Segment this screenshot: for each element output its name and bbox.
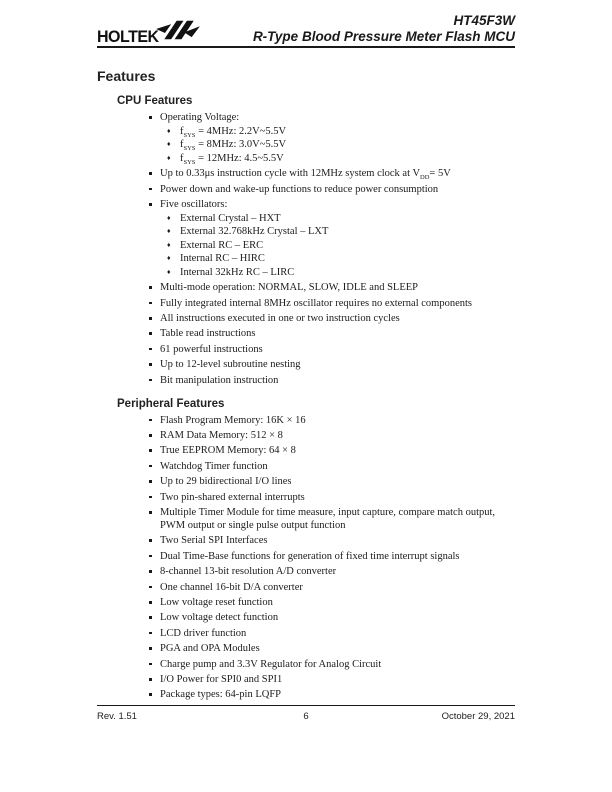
feature-item xyxy=(97,460,515,473)
section-heading: Peripheral Features xyxy=(117,397,225,410)
feature-item xyxy=(97,581,515,594)
square-bullet-icon xyxy=(149,555,152,558)
feature-text: External Crystal – HXT xyxy=(180,212,281,224)
square-bullet-icon xyxy=(149,203,152,206)
footer-revision: Rev. 1.51 xyxy=(97,711,137,722)
feature-item xyxy=(97,658,515,671)
feature-text: One channel 16-bit D/A converter xyxy=(160,581,303,593)
feature-text: Two Serial SPI Interfaces xyxy=(160,535,268,547)
feature-item xyxy=(97,152,515,165)
feature-item xyxy=(97,374,515,387)
feature-item xyxy=(97,688,515,701)
square-bullet-icon xyxy=(149,363,152,366)
feature-text: 61 powerful instructions xyxy=(160,343,263,355)
page-header xyxy=(97,13,515,45)
feature-text: Internal RC – HIRC xyxy=(180,253,265,265)
feature-list xyxy=(97,111,515,387)
square-bullet-icon xyxy=(149,449,152,452)
feature-text: Up to 0.33μs instruction cycle with 12MHz system clock at $V_{DD}= 5V$ xyxy=(160,168,451,182)
feature-item xyxy=(97,266,515,279)
feature-text: Charge pump and 3.3V Regulator for Analog Circuit xyxy=(160,658,382,670)
footer-date: October 29, 2021 xyxy=(441,711,515,722)
feature-text: $f_{SYS} = 12MHz$: 4.5~5.5V xyxy=(180,152,284,166)
feature-item xyxy=(97,506,515,532)
square-bullet-icon xyxy=(149,663,152,666)
feature-text: Flash Program Memory: 16K × 16 xyxy=(160,414,306,426)
feature-text: Watchdog Timer function xyxy=(160,460,268,472)
feature-text: True EEPROM Memory: 64 × 8 xyxy=(160,445,296,457)
feature-section xyxy=(97,398,515,702)
feature-item xyxy=(97,312,515,325)
feature-text: LCD driver function xyxy=(160,627,247,639)
feature-item xyxy=(97,596,515,609)
feature-section xyxy=(97,95,515,387)
diamond-bullet-icon xyxy=(167,225,171,238)
feature-item xyxy=(97,281,515,294)
diamond-bullet-icon xyxy=(167,266,171,279)
feature-item xyxy=(97,167,515,180)
square-bullet-icon xyxy=(149,647,152,650)
section-heading: CPU Features xyxy=(117,95,193,107)
feature-text: $f_{SYS} = 8MHz$: 3.0V~5.5V xyxy=(180,139,287,153)
feature-text: Operating Voltage: xyxy=(160,112,240,123)
feature-text: Table read instructions xyxy=(160,328,256,340)
feature-sections xyxy=(97,95,515,701)
footer-page-number: 6 xyxy=(303,711,309,722)
square-bullet-icon xyxy=(149,302,152,305)
feature-item xyxy=(97,358,515,371)
feature-text: All instructions executed in one or two instruction cycles xyxy=(160,313,400,325)
square-bullet-icon xyxy=(149,616,152,619)
square-bullet-icon xyxy=(149,570,152,573)
feature-text: Dual Time-Base functions for generation of fixed time interrupt signals xyxy=(160,550,460,562)
diamond-bullet-icon xyxy=(167,212,171,225)
holtek-wings-icon xyxy=(156,18,200,44)
square-bullet-icon xyxy=(149,678,152,681)
feature-text: Internal 32kHz RC – LIRC xyxy=(180,266,295,278)
feature-text: Low voltage reset function xyxy=(160,596,273,608)
feature-text: Multi-mode operation: NORMAL, SLOW, IDLE and SLEEP xyxy=(160,282,419,294)
feature-item xyxy=(97,138,515,151)
feature-text: I/O Power for SPI0 and SPI1 xyxy=(160,673,283,685)
diamond-bullet-icon xyxy=(167,239,171,252)
feature-item xyxy=(97,534,515,547)
diamond-bullet-icon xyxy=(167,125,171,138)
feature-text: Up to 12-level subroutine nesting xyxy=(160,359,301,371)
feature-text: External 32.768kHz Crystal – LXT xyxy=(180,226,329,238)
feature-text: Five oscillators: xyxy=(160,198,228,210)
diamond-bullet-icon xyxy=(167,252,171,265)
feature-item xyxy=(97,297,515,310)
feature-item xyxy=(97,491,515,504)
feature-item xyxy=(97,611,515,624)
diamond-bullet-icon xyxy=(167,152,171,165)
feature-text: Multiple Timer Module for time measure, input capture, compare match output, PWM output or single pulse output function xyxy=(160,507,496,531)
header-divider xyxy=(97,46,515,48)
feature-item xyxy=(97,550,515,563)
square-bullet-icon xyxy=(149,601,152,604)
square-bullet-icon xyxy=(149,332,152,335)
document-body xyxy=(97,68,515,701)
feature-item xyxy=(97,212,515,225)
part-number: HT45F3W xyxy=(453,13,515,28)
feature-item xyxy=(97,475,515,488)
feature-item xyxy=(97,198,515,211)
square-bullet-icon xyxy=(149,511,152,514)
feature-item xyxy=(97,239,515,252)
feature-text: Bit manipulation instruction xyxy=(160,374,279,386)
square-bullet-icon xyxy=(149,317,152,320)
feature-item xyxy=(97,429,515,442)
square-bullet-icon xyxy=(149,172,152,175)
square-bullet-icon xyxy=(149,539,152,542)
feature-text: Low voltage detect function xyxy=(160,612,279,624)
holtek-logo-text: HOLTEK xyxy=(97,28,159,47)
feature-item xyxy=(97,673,515,686)
square-bullet-icon xyxy=(149,348,152,351)
square-bullet-icon xyxy=(149,434,152,437)
square-bullet-icon xyxy=(149,632,152,635)
diamond-bullet-icon xyxy=(167,138,171,151)
feature-text: $f_{SYS} = 4MHz$: 2.2V~5.5V xyxy=(180,125,287,139)
feature-item xyxy=(97,414,515,427)
feature-text: Power down and wake-up functions to reduce power consumption xyxy=(160,183,439,195)
feature-text: PGA and OPA Modules xyxy=(160,643,260,655)
feature-text: External RC – ERC xyxy=(180,239,264,251)
document-subtitle: R-Type Blood Pressure Meter Flash MCU xyxy=(252,29,515,44)
square-bullet-icon xyxy=(149,465,152,468)
feature-text: Fully integrated internal 8MHz oscillator requires no external components xyxy=(160,297,472,309)
square-bullet-icon xyxy=(149,496,152,499)
feature-item xyxy=(97,627,515,640)
feature-item xyxy=(97,565,515,578)
feature-item xyxy=(97,327,515,340)
square-bullet-icon xyxy=(149,188,152,191)
holtek-logo xyxy=(97,18,200,45)
page-title: Features xyxy=(97,68,156,84)
feature-item xyxy=(97,642,515,655)
feature-text: RAM Data Memory: 512 × 8 xyxy=(160,430,283,442)
feature-text: Two pin-shared external interrupts xyxy=(160,491,305,503)
square-bullet-icon xyxy=(149,419,152,422)
square-bullet-icon xyxy=(149,480,152,483)
feature-text: Package types: 64-pin LQFP xyxy=(160,689,282,701)
footer-divider xyxy=(97,705,515,706)
square-bullet-icon xyxy=(149,116,152,119)
square-bullet-icon xyxy=(149,586,152,589)
feature-item xyxy=(97,444,515,457)
feature-list xyxy=(97,414,515,702)
page-footer xyxy=(97,711,515,722)
feature-text: Up to 29 bidirectional I/O lines xyxy=(160,476,292,488)
feature-item xyxy=(97,225,515,238)
feature-item xyxy=(97,111,515,124)
feature-item xyxy=(97,183,515,196)
document-title-block xyxy=(253,13,515,45)
feature-item xyxy=(97,252,515,265)
square-bullet-icon xyxy=(149,693,152,696)
feature-item xyxy=(97,343,515,356)
feature-item xyxy=(97,125,515,138)
square-bullet-icon xyxy=(149,379,152,382)
feature-text: 8-channel 13-bit resolution A/D converter xyxy=(160,566,337,578)
square-bullet-icon xyxy=(149,286,152,289)
